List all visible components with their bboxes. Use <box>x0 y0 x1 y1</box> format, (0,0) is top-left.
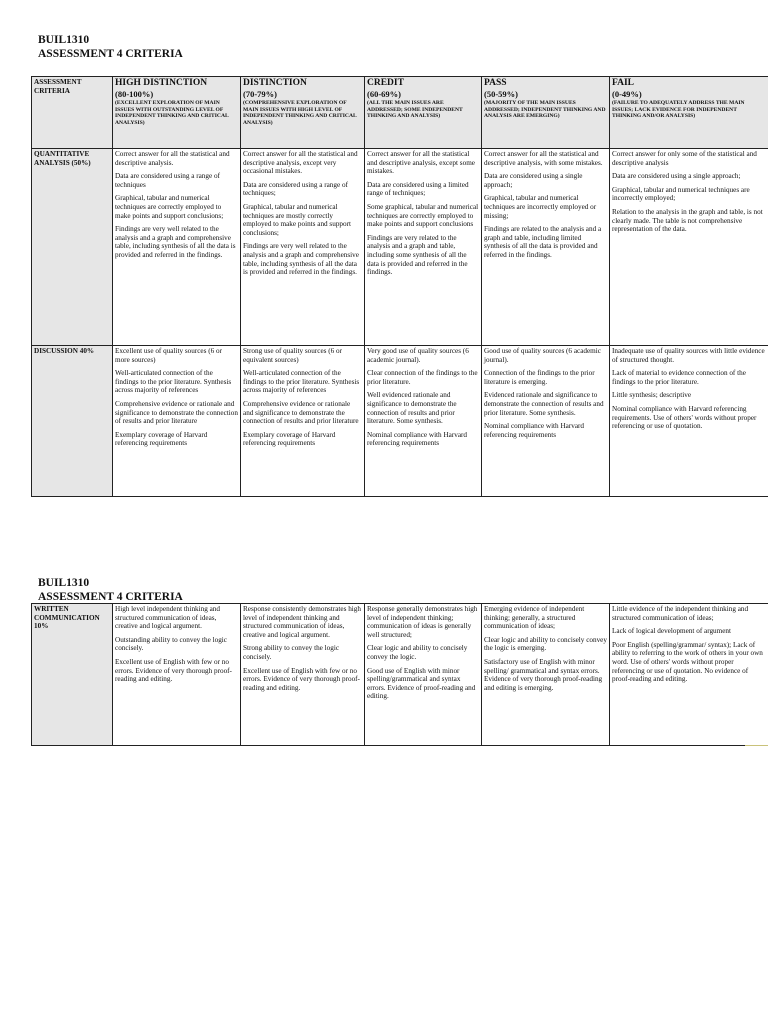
page-heading-2 <box>38 576 183 604</box>
rubric-text: Lack of logical development of argument <box>612 627 732 636</box>
rubric-text: Correct answer for all the statistical and descriptive analysis, except very occasional mistakes. <box>243 150 358 176</box>
rubric-cell-fail <box>610 346 768 497</box>
criteria-table-1 <box>31 76 768 497</box>
grade-header-distinction <box>241 77 365 149</box>
rubric-text: Inadequate use of quality sources with little evidence of structured thought. <box>612 347 765 364</box>
rubric-text: Data are considered using a single approach; <box>484 172 583 189</box>
rubric-cell-fail <box>610 604 768 746</box>
page-heading-1 <box>38 33 183 61</box>
course-code: BUIL1310 <box>38 577 90 589</box>
corner-cell: ASSESSMENT CRITERIA <box>32 77 113 149</box>
rubric-text: Strong use of quality sources (6 or equivalent sources) <box>243 347 343 364</box>
course-code: BUIL1310 <box>38 34 90 46</box>
rubric-text: Nominal compliance with Harvard referencing requirements. Use of others' words without proper referencing or use of quotation. <box>612 404 757 431</box>
rubric-text: Little evidence of the independent thinking and structured communication of ideas; <box>612 605 749 622</box>
rubric-cell-credit <box>365 149 482 346</box>
grade-description: (FAILURE TO ADEQUATELY ADDRESS THE MAIN ISSUES; LACK EVIDENCE FOR INDEPENDENT THINKING AND/OR ANALYSIS) <box>612 100 745 120</box>
grade-name: HIGH DISTINCTION <box>115 78 208 88</box>
rubric-text: Well-articulated connection of the findings to the prior literature. Synthesis across majority of references <box>243 369 360 395</box>
rubric-text: Correct answer for all the statistical and descriptive analysis. <box>115 150 230 167</box>
rubric-text: Findings are very well related to the analysis and a graph and comprehensive table, including synthesis of all the data is provided and referred in the findings. <box>243 242 359 277</box>
rubric-text: Findings are very related to the analysis and a graph and table, including some synthesis of all the data is provided and referred in the findings. <box>367 233 468 277</box>
rubric-cell-distinction <box>241 604 365 746</box>
rubric-text: Data are considered using a single approach; <box>612 172 741 181</box>
rubric-text: Excellent use of English with few or no errors. Evidence of very thorough proof-reading and editing. <box>115 657 232 684</box>
rubric-text: Some graphical, tabular and numerical techniques are correctly employed to make points and support conclusions <box>367 202 479 229</box>
rubric-text: Emerging evidence of independent thinking; generally, a structured communication of ideas; <box>484 605 585 631</box>
grade-description: (ALL THE MAIN ISSUES ARE ADDRESSED; SOME INDEPENDENT THINKING AND ANALYSIS) <box>367 100 463 120</box>
rubric-cell-fail <box>610 149 768 346</box>
rubric-text: Data are considered using a range of techniques <box>115 172 220 189</box>
rubric-text: Nominal compliance with Harvard referencing requirements <box>484 422 584 439</box>
rubric-text: Data are considered using a range of techniques; <box>243 180 348 198</box>
rubric-text: Connection of the findings to the prior literature is emerging. <box>484 369 595 386</box>
criterion-label: WRITTEN COMMUNICATION 10% <box>32 604 113 746</box>
rubric-text: Response consistently demonstrates high level of independent thinking and structured communication of ideas, creative and logical argument. <box>243 605 361 639</box>
rubric-text: Comprehensive evidence or rationale and significance to demonstrate the connection of results and prior literature <box>115 399 238 426</box>
grade-name: CREDIT <box>367 78 404 88</box>
rubric-text: Excellent use of quality sources (6 or more sources) <box>115 347 222 364</box>
rubric-text: Little synthesis; descriptive <box>612 391 692 400</box>
rubric-text: Satisfactory use of English with minor spelling/ grammatical and syntax errors. Evidence of very thorough proof-reading and editing is emerging. <box>484 657 603 692</box>
rubric-text: Evidenced rationale and significance to demonstrate the connection of results and prior literature. Some synthesis. <box>484 391 604 417</box>
rubric-text: Good use of English with minor spelling/grammatical and syntax errors. Evidence of proof-reading and editing. <box>367 666 476 701</box>
rubric-cell-high-distinction <box>113 346 241 497</box>
decorative-rule <box>745 745 768 746</box>
criterion-label: QUANTITATIVE ANALYSIS (50%) <box>32 149 113 346</box>
criterion-row-quantitative <box>32 149 768 346</box>
criterion-row-written-communication <box>32 604 768 746</box>
grade-description: (MAJORITY OF THE MAIN ISSUES ADDRESSED; INDEPENDENT THINKING AND ANALYSIS ARE EMERGING) <box>484 100 606 120</box>
rubric-text: Poor English (spelling/grammar/ syntax); Lack of ability to referring to the work of others in your own word. Use of others' words without proper referencing or use of quotation. No evidence of proof-reading and editing. <box>612 640 763 684</box>
rubric-cell-pass <box>482 346 610 497</box>
grade-description: (COMPREHENSIVE EXPLORATION OF MAIN ISSUES WITH HIGH LEVEL OF INDEPENDENT THINKING AND CRITICAL ANALYSIS) <box>243 100 357 126</box>
rubric-cell-distinction <box>241 149 365 346</box>
grade-header-fail <box>610 77 768 149</box>
rubric-text: Clear connection of the findings to the prior literature. <box>367 369 478 386</box>
grade-name: FAIL <box>612 78 634 88</box>
grade-header-credit <box>365 77 482 149</box>
rubric-text: Well-articulated connection of the findings to the prior literature. Synthesis across majority of references <box>115 369 232 395</box>
rubric-text: Correct answer for all the statistical and descriptive analysis, except some mistakes. <box>367 150 475 176</box>
grade-range: (80-100%) <box>115 89 154 99</box>
rubric-text: Nominal compliance with Harvard referencing requirements <box>367 430 467 448</box>
grade-range: (0-49%) <box>612 89 642 99</box>
grade-range: (60-69%) <box>367 89 401 99</box>
rubric-text: High level independent thinking and structured communication of ideas, creative and logical argument. <box>115 605 220 631</box>
rubric-text: Exemplary coverage of Harvard referencing requirements <box>115 430 208 448</box>
rubric-text: Very good use of quality sources (6 academic journal). <box>367 347 469 364</box>
grade-range: (70-79%) <box>243 89 277 99</box>
rubric-text: Relation to the analysis in the graph and table, is not clearly made. The table is not comprehensive representation of the data. <box>612 207 763 234</box>
rubric-text: Clear logic and ability to concisely convey the logic. <box>367 644 468 661</box>
rubric-text: Graphical, tabular and numerical techniques are mostly correctly employed to make points and support conclusions; <box>243 202 351 237</box>
rubric-text: Graphical, tabular and numerical techniques are correctly employed to make points and support conclusions; <box>115 194 224 220</box>
rubric-cell-high-distinction <box>113 604 241 746</box>
rubric-cell-credit <box>365 346 482 497</box>
criterion-row-discussion <box>32 346 768 497</box>
rubric-text: Outstanding ability to convey the logic concisely. <box>115 635 227 653</box>
grade-header-pass <box>482 77 610 149</box>
rubric-text: Findings are related to the analysis and a graph and table, including limited synthesis of all the data is provided and referred in the findings. <box>484 225 602 259</box>
rubric-cell-credit <box>365 604 482 746</box>
rubric-text: Response generally demonstrates high level of independent thinking; communication of ideas is generally well structured; <box>367 605 478 639</box>
grade-name: PASS <box>484 78 507 88</box>
assessment-title: ASSESSMENT 4 CRITERIA <box>38 591 183 603</box>
rubric-cell-pass <box>482 604 610 746</box>
grade-name: DISTINCTION <box>243 78 307 88</box>
grade-range: (50-59%) <box>484 89 518 99</box>
rubric-text: Correct answer for all the statistical and descriptive analysis, with some mistakes. <box>484 150 603 167</box>
rubric-text: Clear logic and ability to concisely convey the logic is emerging. <box>484 635 607 653</box>
rubric-text: Exemplary coverage of Harvard referencing requirements <box>243 430 336 448</box>
rubric-text: Comprehensive evidence or rationale and significance to demonstrate the connection of results and prior literature <box>243 399 359 426</box>
grade-header-high-distinction <box>113 77 241 149</box>
rubric-text: Lack of material to evidence connection of the findings to the prior literature. <box>612 369 746 386</box>
rubric-text: Data are considered using a limited range of techniques; <box>367 180 469 198</box>
header-row <box>32 77 768 149</box>
rubric-text: Excellent use of English with few or no errors. Evidence of very thorough proof-reading and editing. <box>243 666 360 692</box>
rubric-text: Strong ability to convey the logic concisely. <box>243 644 340 661</box>
rubric-cell-pass <box>482 149 610 346</box>
assessment-title: ASSESSMENT 4 CRITERIA <box>38 48 183 60</box>
grade-description: (EXCELLENT EXPLORATION OF MAIN ISSUES WITH OUTSTANDING LEVEL OF INDEPENDENT THINKING AND CRITICAL ANALYSIS) <box>115 100 229 126</box>
rubric-text: Graphical, tabular and numerical techniques are incorrectly employed or missing; <box>484 194 597 220</box>
rubric-text: Well evidenced rationale and significance to demonstrate the connection of results and prior literature. Some synthesis. <box>367 391 457 426</box>
rubric-text: Good use of quality sources (6 academic journal). <box>484 347 601 364</box>
criterion-label: DISCUSSION 40% <box>32 346 113 497</box>
rubric-cell-distinction <box>241 346 365 497</box>
rubric-cell-high-distinction <box>113 149 241 346</box>
rubric-text: Findings are very well related to the analysis and a graph and comprehensive table, including synthesis of all the data is provided and referred in the findings. <box>115 225 236 259</box>
criteria-table-2 <box>31 603 768 746</box>
rubric-text: Correct answer for only some of the statistical and descriptive analysis <box>612 150 757 167</box>
rubric-text: Graphical, tabular and numerical techniques are incorrectly employed; <box>612 185 750 203</box>
